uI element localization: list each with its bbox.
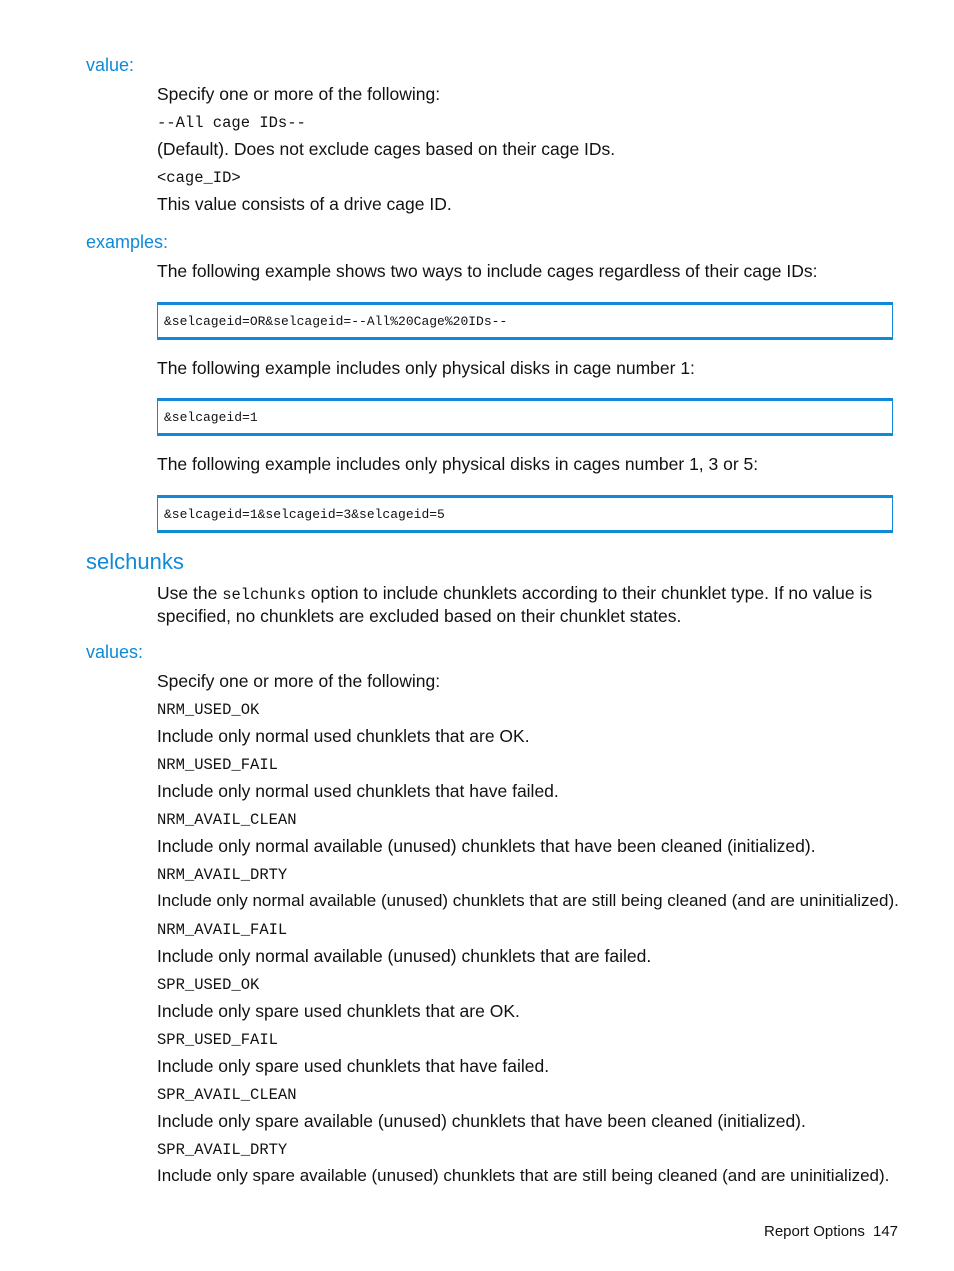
value-description: Include only spare available (unused) chunklets that have been cleaned (initialized). xyxy=(157,1111,806,1131)
value-description: Include only normal used chunklets that are OK. xyxy=(157,726,530,746)
value-code: SPR_AVAIL_CLEAN xyxy=(157,1086,297,1104)
values-heading: values: xyxy=(86,642,144,662)
value-code: SPR_USED_FAIL xyxy=(157,1031,278,1049)
code-text: &selcageid=OR&selcageid=--All%20Cage%20IDs-- xyxy=(164,313,508,329)
value-code: NRM_USED_OK xyxy=(157,701,260,719)
inline-code: selchunks xyxy=(222,586,306,604)
code-block xyxy=(157,398,893,436)
option-code: <cage_ID> xyxy=(157,169,241,187)
description-prefix: Use the xyxy=(157,583,223,603)
value-code: SPR_AVAIL_DRTY xyxy=(157,1141,288,1159)
value-description: Include only normal available (unused) chunklets that are still being cleaned (and are uninitialized). xyxy=(157,891,899,910)
example-intro: The following example includes only physical disks in cage number 1: xyxy=(157,358,695,378)
code-text: &selcageid=1&selcageid=3&selcageid=5 xyxy=(164,506,445,522)
value-code: NRM_AVAIL_CLEAN xyxy=(157,811,297,829)
page-number: 147 xyxy=(873,1223,899,1240)
description-suffix: option to include chunklets according to their chunklet type. If no value is specified, no chunklets are excluded based on their chunklet states. xyxy=(157,583,873,626)
value-description: Include only normal available (unused) chunklets that are failed. xyxy=(157,946,652,966)
example-intro: The following example includes only physical disks in cages number 1, 3 or 5: xyxy=(157,454,759,474)
values-intro: Specify one or more of the following: xyxy=(157,671,441,691)
value-code: NRM_AVAIL_DRTY xyxy=(157,866,288,884)
option-description: (Default). Does not exclude cages based on their cage IDs. xyxy=(157,139,616,159)
value-description: Include only spare used chunklets that are OK. xyxy=(157,1001,520,1021)
value-description: Include only spare available (unused) chunklets that are still being cleaned (and are uninitialized). xyxy=(157,1166,890,1185)
code-block xyxy=(157,302,893,340)
code-block xyxy=(157,495,893,533)
examples-heading: examples: xyxy=(86,232,169,252)
value-code: NRM_USED_FAIL xyxy=(157,756,278,774)
value-heading: value: xyxy=(86,55,135,75)
example-intro: The following example shows two ways to include cages regardless of their cage IDs: xyxy=(157,261,818,281)
value-code: SPR_USED_OK xyxy=(157,976,260,994)
code-text: &selcageid=1 xyxy=(164,409,258,425)
value-description: Include only spare used chunklets that have failed. xyxy=(157,1056,550,1076)
footer-section-name: Report Options xyxy=(764,1223,865,1240)
option-description: This value consists of a drive cage ID. xyxy=(157,194,452,214)
option-code: --All cage IDs-- xyxy=(157,114,306,132)
value-description: Include only normal used chunklets that have failed. xyxy=(157,781,559,801)
value-intro: Specify one or more of the following: xyxy=(157,84,441,104)
selchunks-heading: selchunks xyxy=(86,549,184,574)
value-description: Include only normal available (unused) chunklets that have been cleaned (initialized). xyxy=(157,836,816,856)
value-code: NRM_AVAIL_FAIL xyxy=(157,921,288,939)
selchunks-description xyxy=(157,583,887,627)
